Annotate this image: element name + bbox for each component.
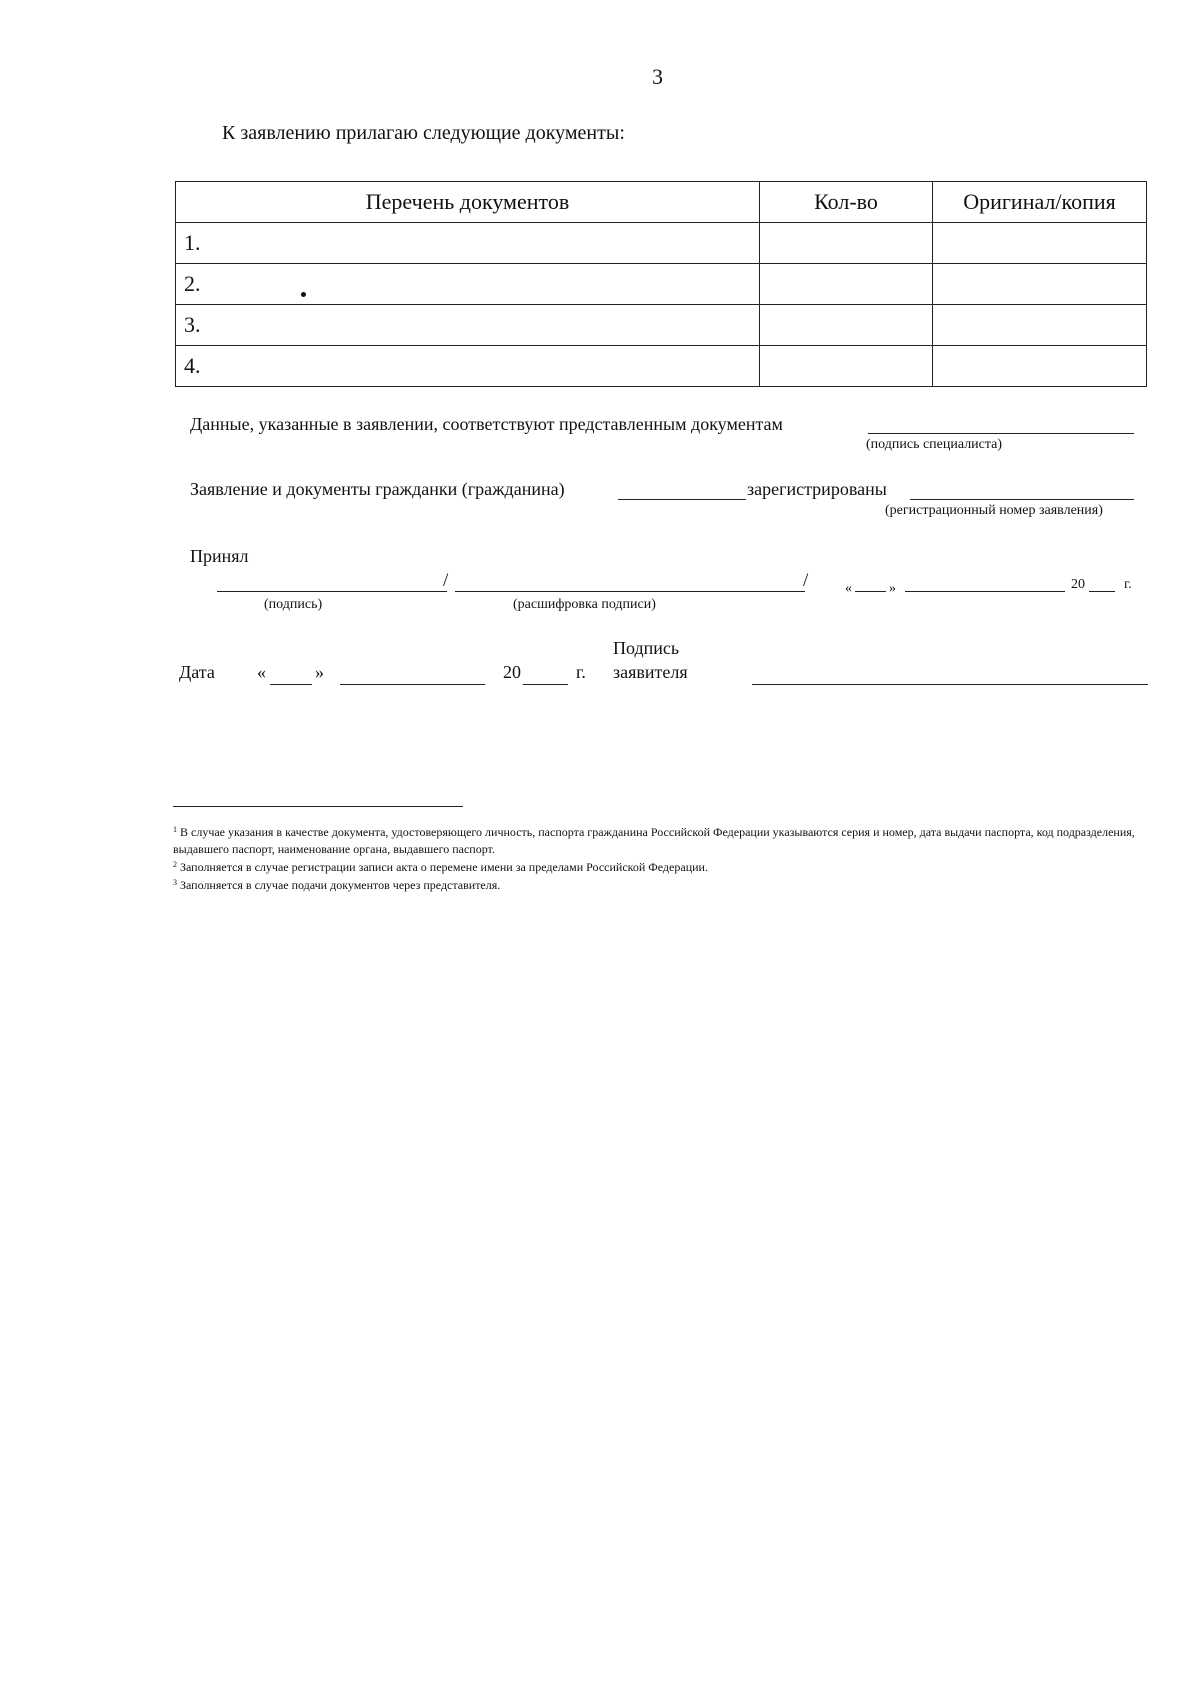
row-quantity[interactable] — [760, 223, 933, 264]
row-number[interactable]: 1. — [176, 223, 760, 264]
table-header-row — [176, 182, 1147, 223]
registration-text: Заявление и документы гражданки (гражданина) — [190, 479, 565, 499]
row-original-copy[interactable] — [933, 305, 1147, 346]
table-row — [176, 264, 1147, 305]
footnote-2 — [173, 856, 1145, 876]
accepted-open-quote: « — [845, 581, 852, 596]
row-number[interactable]: 3. — [176, 305, 760, 346]
accepted-signature-line[interactable] — [217, 591, 447, 592]
header-original-copy: Оригинал/копия — [933, 182, 1147, 223]
date-year-suffix: г. — [576, 662, 586, 682]
applicant-signature-label-2: заявителя — [613, 662, 688, 682]
accepted-year-suffix: г. — [1124, 577, 1132, 592]
verification-text: Данные, указанные в заявлении, соответствуют представленным документам — [190, 414, 783, 434]
footnote-number: 2 — [173, 860, 177, 869]
row-quantity[interactable] — [760, 264, 933, 305]
row-number[interactable]: 2. — [176, 264, 760, 305]
table-row — [176, 346, 1147, 387]
table-row — [176, 223, 1147, 264]
accepted-label: Принял — [190, 546, 249, 566]
slash-2: / — [803, 570, 809, 591]
accepted-day-line[interactable] — [855, 591, 886, 592]
footnote-1 — [173, 821, 1145, 858]
specialist-signature-caption: (подпись специалиста) — [866, 437, 1003, 452]
date-label: Дата — [179, 662, 215, 682]
footnote-number: 3 — [173, 878, 177, 887]
table-row — [176, 305, 1147, 346]
header-quantity: Кол-во — [760, 182, 933, 223]
date-open-quote: « — [257, 662, 266, 682]
row-original-copy[interactable] — [933, 264, 1147, 305]
registration-number-caption: (регистрационный номер заявления) — [885, 503, 1103, 518]
applicant-name-line[interactable] — [618, 499, 746, 500]
intro-text: К заявлению прилагаю следующие документы: — [222, 122, 625, 144]
specialist-signature-line[interactable] — [868, 433, 1134, 434]
row-quantity[interactable] — [760, 346, 933, 387]
applicant-signature-label-1: Подпись — [613, 638, 680, 658]
documents-table — [175, 181, 1147, 387]
accepted-decode-line[interactable] — [455, 591, 805, 592]
accepted-month-line[interactable] — [905, 591, 1065, 592]
signature-caption: (подпись) — [264, 597, 323, 612]
row-number[interactable]: 4. — [176, 346, 760, 387]
date-year-line[interactable] — [523, 684, 568, 685]
page-number: 3 — [652, 64, 663, 89]
accepted-year-line[interactable] — [1089, 591, 1115, 592]
scan-speck — [301, 292, 306, 297]
footnote-text: Заполняется в случае регистрации записи акта о перемене имени за пределами Российской Федерации. — [180, 860, 708, 874]
footnote-3 — [173, 874, 1145, 894]
registration-number-line[interactable] — [910, 499, 1134, 500]
footnote-separator — [173, 806, 463, 807]
footnote-text: Заполняется в случае подачи документов через представителя. — [180, 878, 501, 892]
date-month-line[interactable] — [340, 684, 485, 685]
date-close-quote: » — [315, 662, 324, 682]
footnote-text: В случае указания в качестве документа, удостоверяющего личность, паспорта гражданина Российской Федерации указываются серия и номер, дата выдачи паспорта, код подразделения, выдавшего паспорт, наименование органа, выдавшего паспорт. — [173, 825, 1135, 856]
applicant-signature-line[interactable] — [752, 684, 1148, 685]
accepted-close-quote: » — [889, 581, 896, 596]
row-original-copy[interactable] — [933, 223, 1147, 264]
date-year-prefix: 20 — [503, 662, 521, 682]
slash-1: / — [443, 570, 449, 591]
row-quantity[interactable] — [760, 305, 933, 346]
header-documents: Перечень документов — [176, 182, 760, 223]
row-original-copy[interactable] — [933, 346, 1147, 387]
decode-caption: (расшифровка подписи) — [513, 597, 656, 612]
footnote-number: 1 — [173, 825, 177, 834]
accepted-year-prefix: 20 — [1071, 577, 1085, 592]
registered-text: зарегистрированы — [747, 479, 887, 499]
date-day-line[interactable] — [270, 684, 312, 685]
